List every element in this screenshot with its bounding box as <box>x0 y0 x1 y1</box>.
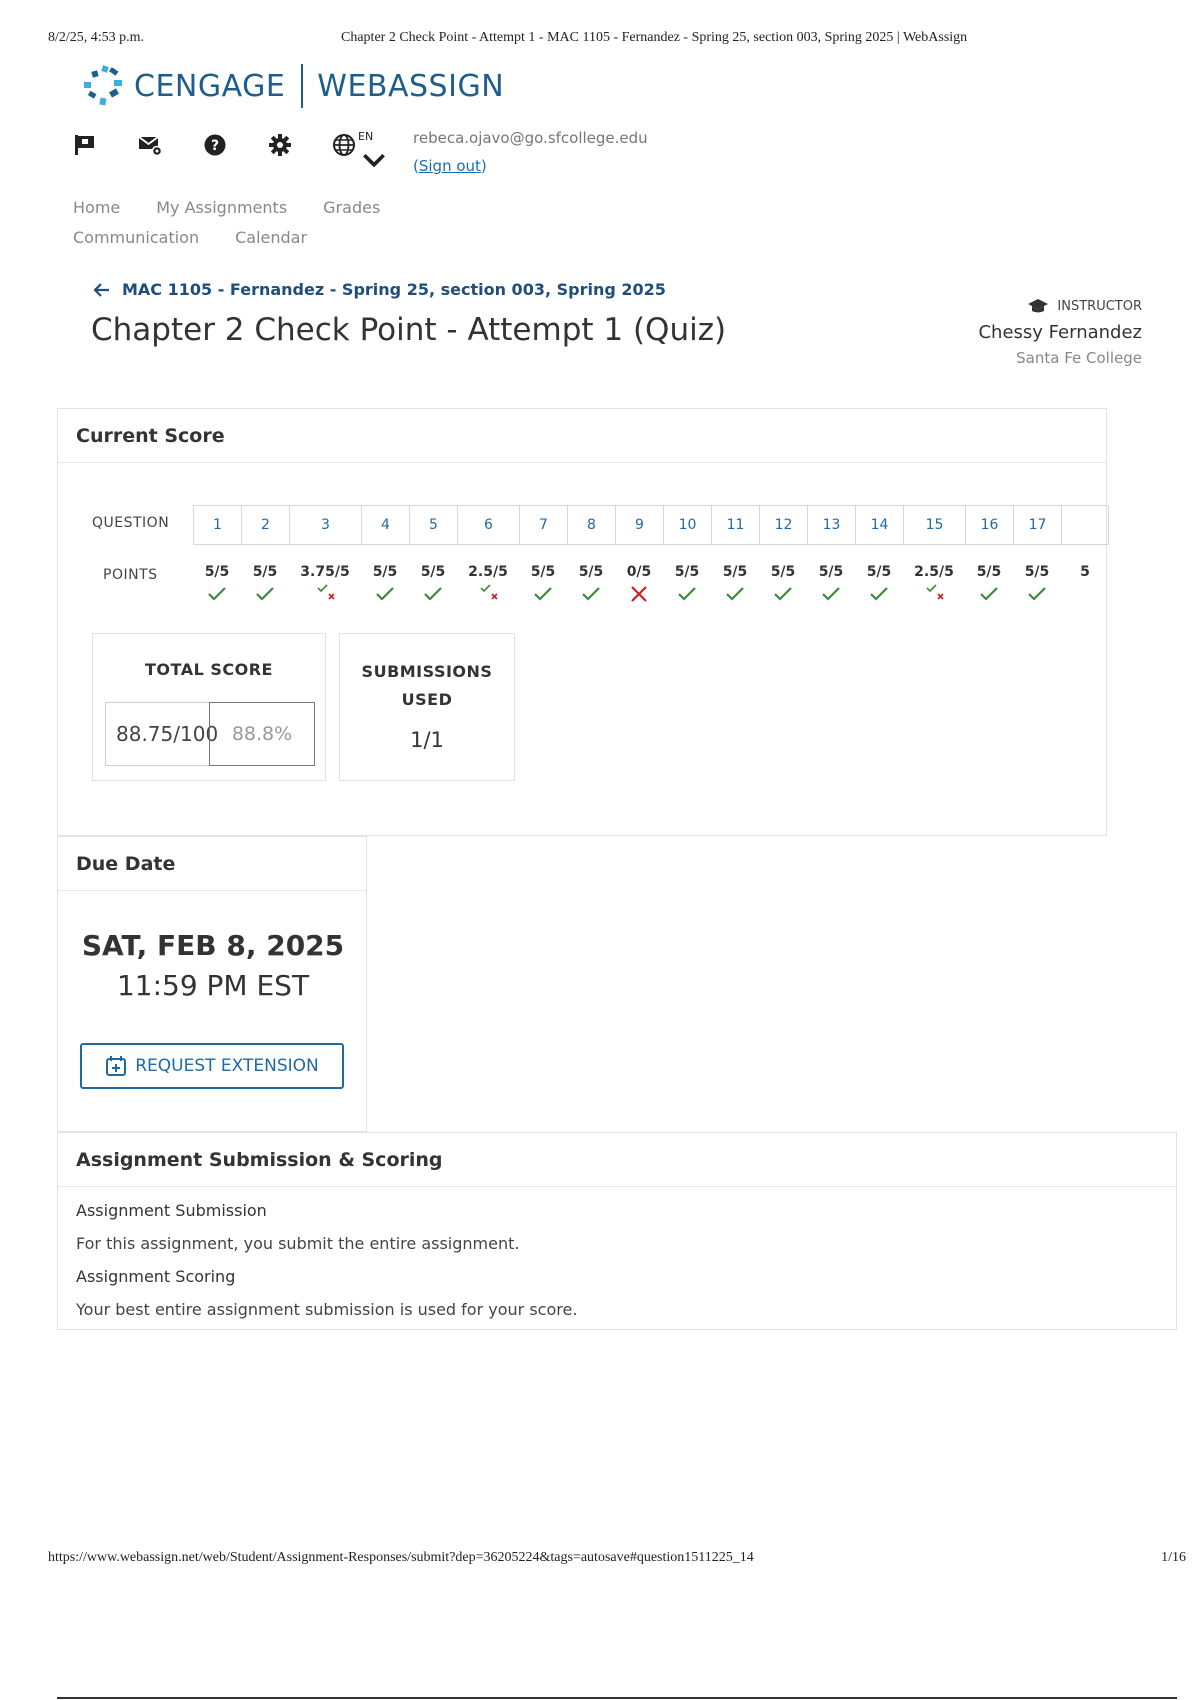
current-score-card <box>57 408 1107 836</box>
points-cell <box>289 561 361 611</box>
gear-icon[interactable] <box>267 132 293 158</box>
check-icon <box>375 585 395 603</box>
points-value: 3.75/5 <box>300 564 350 580</box>
globe-icon <box>332 133 356 157</box>
points-value: 5 <box>1080 564 1090 580</box>
current-score-heading: Current Score <box>58 409 1106 463</box>
due-date-heading: Due Date <box>58 837 366 891</box>
question-cells <box>193 505 1109 545</box>
due-date-value: SAT, FEB 8, 2025 <box>81 929 345 962</box>
total-score-label: TOTAL SCORE <box>145 660 273 679</box>
points-cell <box>759 561 807 611</box>
question-link-11[interactable]: 11 <box>711 505 759 545</box>
due-date-card <box>57 836 367 1132</box>
points-cells <box>193 561 1109 611</box>
due-time-value: 11:59 PM EST <box>116 969 310 1002</box>
question-link-4[interactable]: 4 <box>361 505 409 545</box>
points-value: 2.5/5 <box>468 564 508 580</box>
points-value: 5/5 <box>674 564 700 580</box>
points-cell <box>409 561 457 611</box>
graduation-cap-icon <box>1027 298 1049 314</box>
points-value: 5/5 <box>1024 564 1050 580</box>
points-cell <box>241 561 289 611</box>
nav-item-calendar[interactable]: Calendar <box>235 227 308 247</box>
logo-text-webassign: WEBASSIGN <box>317 68 505 104</box>
submissions-used-label: SUBMISSIONS USED <box>361 662 493 709</box>
nav-item-my-assignments[interactable]: My Assignments <box>156 197 288 217</box>
check-icon <box>207 585 227 603</box>
check-icon <box>581 585 601 603</box>
points-value: 5/5 <box>578 564 604 580</box>
points-cell <box>903 561 965 611</box>
instructor-info <box>978 298 1142 367</box>
question-link-6[interactable]: 6 <box>457 505 519 545</box>
points-cell <box>193 561 241 611</box>
question-link-3[interactable]: 3 <box>289 505 361 545</box>
flag-icon[interactable] <box>72 132 98 158</box>
check-icon <box>533 585 553 603</box>
points-cell <box>663 561 711 611</box>
svg-text:?: ? <box>210 138 220 154</box>
submissions-used-box <box>339 633 515 781</box>
points-value: 5/5 <box>204 564 230 580</box>
main-nav <box>73 192 416 252</box>
points-row <box>58 561 1090 621</box>
print-url: https://www.webassign.net/web/Student/Assignment-Responses/submit?dep=36205224&tags=autosave#question1511225_14 <box>48 1550 754 1565</box>
print-header <box>48 30 1180 50</box>
question-link-5[interactable]: 5 <box>409 505 457 545</box>
points-value: 5/5 <box>252 564 278 580</box>
points-cell <box>965 561 1013 611</box>
help-icon[interactable] <box>202 132 228 158</box>
check-icon <box>869 585 889 603</box>
partial-credit-icon <box>921 583 951 607</box>
question-link-13[interactable]: 13 <box>807 505 855 545</box>
scoring-title: Assignment Scoring <box>76 1267 236 1286</box>
calendar-plus-icon <box>105 1055 127 1077</box>
points-cell <box>711 561 759 611</box>
user-account: rebeca.ojavo@go.sfcollege.edu (Sign out) <box>413 124 648 180</box>
course-name: MAC 1105 - Fernandez - Spring 25, section 003, Spring 2025 <box>122 280 666 299</box>
points-value: 2.5/5 <box>914 564 954 580</box>
language-code: EN <box>358 130 374 143</box>
logo-text-cengage: CENGAGE <box>134 68 286 104</box>
check-icon <box>821 585 841 603</box>
question-row <box>58 505 1072 545</box>
user-email: rebeca.ojavo@go.sfcollege.edu <box>413 129 648 147</box>
check-icon <box>979 585 999 603</box>
check-icon <box>255 585 275 603</box>
question-link-1[interactable]: 1 <box>193 505 241 545</box>
chevron-down-icon <box>362 148 386 172</box>
cengage-logo-icon <box>80 64 126 108</box>
question-link-9[interactable]: 9 <box>615 505 663 545</box>
points-cell <box>457 561 519 611</box>
submission-title: Assignment Submission <box>76 1201 267 1220</box>
cengage-webassign-logo[interactable] <box>80 64 504 108</box>
points-cell <box>807 561 855 611</box>
submissions-used-value: 1/1 <box>410 728 444 752</box>
print-datetime: 8/2/25, 4:53 p.m. <box>48 30 145 45</box>
check-icon <box>677 585 697 603</box>
points-cell <box>615 561 663 611</box>
points-cell <box>1013 561 1061 611</box>
points-value: 5/5 <box>770 564 796 580</box>
print-page-number: 1/16 <box>1161 1550 1186 1565</box>
instructor-school: Santa Fe College <box>1016 349 1142 367</box>
question-label: QUESTION <box>92 515 170 531</box>
question-link-17[interactable]: 17 <box>1013 505 1061 545</box>
request-extension-button[interactable] <box>80 1043 344 1089</box>
course-back-link[interactable] <box>94 280 666 299</box>
check-icon <box>1027 585 1047 603</box>
sign-out-link[interactable]: Sign out <box>418 157 481 175</box>
scoring-text: Your best entire assignment submission is used for your score. <box>76 1300 578 1319</box>
cross-icon <box>630 585 648 603</box>
nav-item-communication[interactable]: Communication <box>73 227 200 247</box>
question-link-16[interactable]: 16 <box>965 505 1013 545</box>
total-score-percent: 88.8% <box>209 702 315 766</box>
request-extension-label: REQUEST EXTENSION <box>135 1056 319 1076</box>
page-title: Chapter 2 Check Point - Attempt 1 (Quiz) <box>91 312 727 348</box>
points-label: POINTS <box>103 567 158 583</box>
logo-divider <box>301 64 303 108</box>
points-cell <box>1061 561 1109 611</box>
question-link-2[interactable]: 2 <box>241 505 289 545</box>
instructor-label: INSTRUCTOR <box>1057 298 1142 314</box>
partial-credit-icon <box>475 583 505 607</box>
question-link-15[interactable]: 15 <box>903 505 965 545</box>
points-value: 5/5 <box>420 564 446 580</box>
partial-credit-icon <box>312 583 342 607</box>
question-link-14[interactable]: 14 <box>855 505 903 545</box>
page-rule <box>57 1697 1177 1699</box>
print-footer <box>48 1550 1186 1570</box>
points-value: 5/5 <box>530 564 556 580</box>
check-icon <box>423 585 443 603</box>
total-score-raw: 88.75/100 <box>105 702 209 766</box>
points-cell <box>361 561 409 611</box>
points-value: 5/5 <box>818 564 844 580</box>
points-value: 5/5 <box>372 564 398 580</box>
nav-item-grades[interactable]: Grades <box>323 197 381 217</box>
nav-item-home[interactable]: Home <box>73 197 121 217</box>
submission-text: For this assignment, you submit the entire assignment. <box>76 1234 520 1253</box>
print-page-title: Chapter 2 Check Point - Attempt 1 - MAC 1105 - Fernandez - Spring 25, section 003, Spring 2025 | WebAssign <box>341 30 968 45</box>
points-value: 5/5 <box>866 564 892 580</box>
points-cell <box>855 561 903 611</box>
question-link-more[interactable] <box>1061 505 1109 545</box>
points-cell <box>519 561 567 611</box>
check-icon <box>725 585 745 603</box>
points-value: 5/5 <box>976 564 1002 580</box>
header-toolbar <box>72 132 411 158</box>
points-value: 5/5 <box>722 564 748 580</box>
question-link-8[interactable]: 8 <box>567 505 615 545</box>
submission-scoring-heading: Assignment Submission & Scoring <box>58 1133 1176 1187</box>
question-link-7[interactable]: 7 <box>519 505 567 545</box>
mail-settings-icon[interactable] <box>137 132 163 158</box>
submission-scoring-card <box>57 1132 1177 1330</box>
instructor-name: Chessy Fernandez <box>978 322 1142 343</box>
check-icon <box>773 585 793 603</box>
language-selector[interactable] <box>332 132 372 158</box>
total-score-box <box>92 633 326 781</box>
points-value: 0/5 <box>626 564 652 580</box>
question-link-10[interactable]: 10 <box>663 505 711 545</box>
points-cell <box>567 561 615 611</box>
arrow-left-icon <box>94 283 110 297</box>
question-link-12[interactable]: 12 <box>759 505 807 545</box>
